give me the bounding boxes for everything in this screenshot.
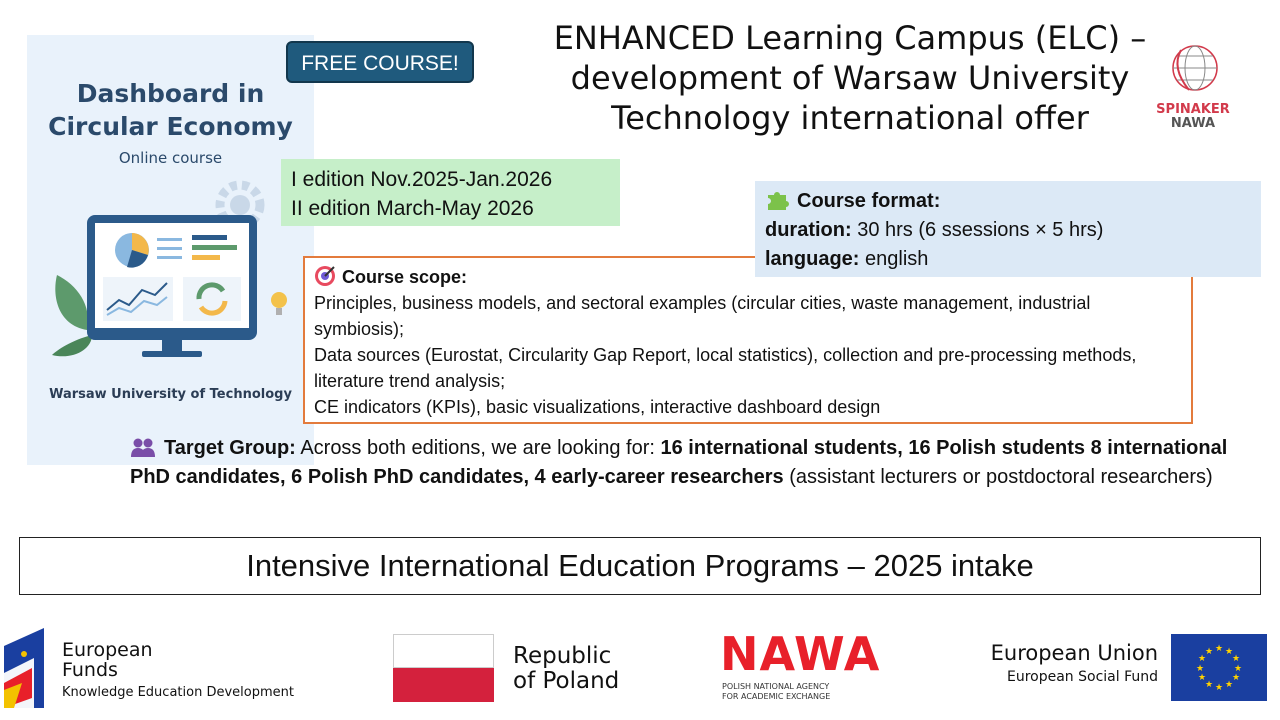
leaf-icon [52,275,92,356]
target-group [130,434,1260,492]
svg-text:★: ★ [1231,654,1241,664]
dashboard-illustration [47,175,297,365]
target-icon [314,265,336,287]
svg-text:★: ★ [1233,664,1243,674]
recycle-icon [183,277,241,321]
poland-line2: of Poland [513,668,620,694]
nawa-label: NAWA [1170,116,1216,131]
european-funds-logo [4,628,304,708]
course-scope-heading: Course scope: [342,267,468,287]
nawa-line2: FOR ACADEMIC EXCHANGE [722,692,831,701]
european-union-text [978,640,1158,700]
spinaker-label: SPINAKER [1156,102,1230,117]
eu-funds-line3: Knowledge Education Development [62,685,294,700]
editions-box [281,159,620,226]
nawa-line1: POLISH NATIONAL AGENCY [722,682,830,691]
svg-text:★: ★ [1204,680,1214,690]
scope-item: CE indicators (KPIs), basic visualizations, interactive dashboard design [314,397,881,417]
poster-organization: Warsaw University of Technology [49,387,292,402]
eu-funds-line2: Funds [62,659,118,681]
target-group-counts: 16 international students, 16 Polish students 8 international PhD candidates, 6 Polish PhD candidates, 4 early-career researchers [130,437,1228,488]
svg-text:★: ★ [1197,673,1207,683]
target-group-label: Target Group: [164,437,296,459]
eu-flag-icon [1171,634,1267,701]
target-group-intro: Across both editions, we are looking for: [295,437,661,459]
eu-line2: European Social Fund [1006,669,1158,685]
svg-text:★: ★ [1204,647,1214,657]
eu-line1: European Union [990,641,1158,665]
duration-value: 30 hrs (6 ssessions × 5 hrs) [851,219,1104,241]
course-poster [27,35,314,465]
edition-second: II edition March-May 2026 [291,197,534,220]
spinaker-nawa-logo [1153,38,1233,131]
svg-text:★: ★ [1231,673,1241,683]
nawa-wordmark: NAWA [720,627,881,681]
people-icon [130,437,156,457]
edition-first: I edition Nov.2025-Jan.2026 [291,168,553,191]
poster-subtitle: Online course [118,149,223,167]
svg-text:★: ★ [1197,654,1207,664]
puzzle-icon [765,189,789,211]
svg-text:★: ★ [1214,683,1224,693]
language-label: language: [765,248,860,270]
course-format-heading: Course format: [797,190,941,212]
svg-text:★: ★ [1224,647,1234,657]
line-chart-icon [103,277,173,321]
poster-title: Dashboard in Circular Economy [48,79,293,141]
globe-icon [1163,38,1223,98]
svg-text:★: ★ [1214,644,1224,654]
page-title: ENHANCED Learning Campus (ELC) – development of Warsaw University Technology international offer [553,19,1147,137]
program-banner: Intensive International Education Programs – 2025 intake [19,537,1261,595]
scope-item: Principles, business models, and sectoral examples (circular cities, waste management, industrial symbiosis); [314,293,1091,339]
target-group-tail: (assistant lecturers or postdoctoral researchers) [783,466,1213,488]
course-scope-box [303,256,1193,424]
svg-text:★: ★ [1195,664,1205,674]
svg-text:★: ★ [1224,680,1234,690]
duration-label: duration: [765,219,852,241]
free-course-badge: FREE COURSE! [286,41,474,83]
course-format-box [755,181,1261,277]
eu-funds-line1: European [62,639,153,661]
lightbulb-icon [271,292,287,315]
eu-funds-emblem-icon [4,628,46,708]
republic-of-poland-logo [393,634,633,704]
poland-line1: Republic [513,643,612,669]
language-value: english [859,248,929,270]
scope-item: Data sources (Eurostat, Circularity Gap Report, local statistics), collection and pre-processing methods, literature trend analysis; [314,345,1137,391]
polish-flag-icon [393,634,494,702]
nawa-logo [720,627,881,706]
